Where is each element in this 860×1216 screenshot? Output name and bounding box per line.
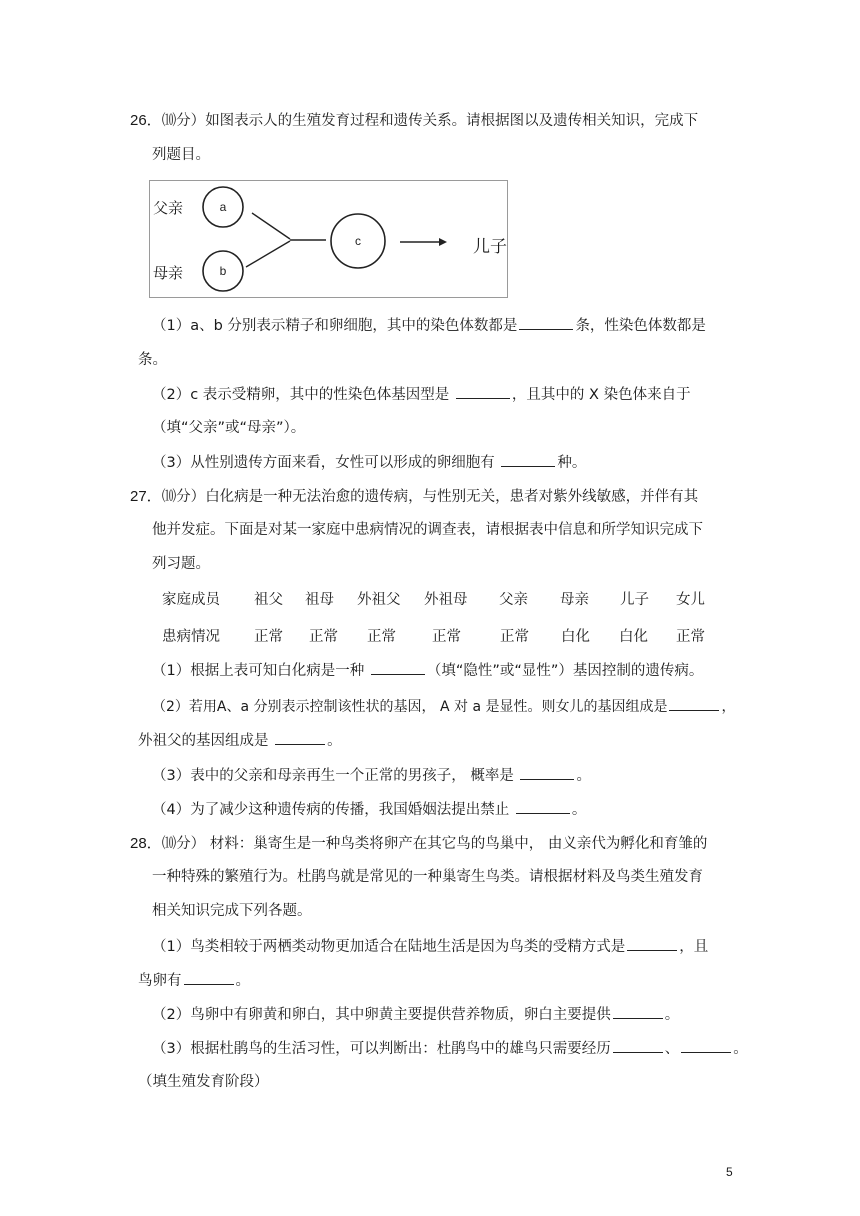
circle-b-label: b <box>219 264 227 278</box>
table-cell: 祖母 <box>305 592 334 608</box>
q28-stem-line1 <box>130 834 707 854</box>
table-cell: 父亲 <box>499 592 528 608</box>
q28-sub1-cont: 鸟卵有 。 <box>138 970 250 991</box>
q27-sub1: （1）根据上表可知白化病是一种 （填“隐性”或“显性”）基因控制的遗传病。 <box>152 660 703 681</box>
q28-sub2: （2）鸟卵中有卵黄和卵白，其中卵黄主要提供营养物质，卵白主要提供 。 <box>152 1004 679 1025</box>
table-cell: 外祖父 <box>357 592 401 608</box>
table-cell: 家庭成员 <box>162 592 220 608</box>
question-score: ⑽分） <box>161 836 206 852</box>
table-cell: 祖父 <box>254 592 283 608</box>
q28-sub1: （1）鸟类相较于两栖类动物更加适合在陆地生活是因为鸟类的受精方式是 ，且 <box>152 936 708 957</box>
answer-blank[interactable] <box>456 384 510 399</box>
answer-blank[interactable] <box>184 970 234 985</box>
q27-stem-line1 <box>130 487 698 507</box>
circle-c-label: c <box>355 234 361 248</box>
table-cell: 正常 <box>254 629 283 645</box>
survey-table-row <box>0 625 860 645</box>
q27-sub2-cont: 外祖父的基因组成是 。 <box>138 730 342 751</box>
table-cell: 正常 <box>432 629 461 645</box>
answer-blank[interactable] <box>613 1004 663 1019</box>
mother-label: 母亲 <box>153 264 184 282</box>
diagram-graphic <box>150 181 507 297</box>
q26-stem-line2: 列题目。 <box>152 147 210 163</box>
stem-text: 白化病是一种无法治愈的遗传病，与性别无关，患者对紫外线敏感，并伴有其 <box>205 489 699 505</box>
father-label: 父亲 <box>153 199 184 217</box>
table-cell: 白化 <box>619 629 648 645</box>
page-number: 5 <box>726 1165 733 1179</box>
q27-stem-line3: 列习题。 <box>152 556 210 572</box>
table-cell: 母亲 <box>560 592 589 608</box>
q26-sub1-cont: 条。 <box>138 352 167 368</box>
survey-table-header <box>0 588 860 608</box>
q26-sub2-cont: （填“父亲”或“母亲”）。 <box>152 420 306 436</box>
table-cell: 正常 <box>309 629 338 645</box>
q27-sub4: （4）为了减少这种遗传病的传播，我国婚姻法提出禁止 。 <box>152 799 586 820</box>
son-label: 儿子 <box>473 237 507 257</box>
question-score: ⑽分） <box>161 489 206 505</box>
stem-text: 材料：巢寄生是一种鸟类将卵产在其它鸟的鸟巢中， 由义亲代为孵化和育雏的 <box>209 836 708 852</box>
table-cell: 正常 <box>367 629 396 645</box>
q26-stem-line1 <box>130 111 698 131</box>
answer-blank[interactable] <box>275 730 325 745</box>
table-cell: 正常 <box>500 629 529 645</box>
table-cell: 正常 <box>676 629 705 645</box>
circle-a-label: a <box>219 200 227 214</box>
answer-blank[interactable] <box>371 660 425 675</box>
answer-blank[interactable] <box>627 936 677 951</box>
q28-stem-line3: 相关知识完成下列各题。 <box>152 903 312 919</box>
q26-sub3: （3）从性别遗传方面来看，女性可以形成的卵细胞有 种。 <box>152 452 586 473</box>
q27-sub3: （3）表中的父亲和母亲再生一个正常的男孩子， 概率是 。 <box>152 765 591 786</box>
q26-sub2: （2）c 表示受精卵，其中的性染色体基因型是 ，且其中的 X 染色体来自于 <box>152 384 691 405</box>
q28-stem-line2: 一种特殊的繁殖行为。杜鹃鸟就是常见的一种巢寄生鸟类。请根据材料及鸟类生殖发育 <box>152 869 703 885</box>
question-number: 27． <box>130 488 162 505</box>
table-cell: 患病情况 <box>162 629 220 645</box>
q27-stem-line2: 他并发症。下面是对某一家庭中患病情况的调查表，请根据表中信息和所学知识完成下 <box>152 522 703 538</box>
q28-sub3-cont: （填生殖发育阶段） <box>138 1074 269 1090</box>
answer-blank[interactable] <box>501 452 555 467</box>
answer-blank[interactable] <box>669 696 719 711</box>
answer-blank[interactable] <box>681 1038 731 1053</box>
q26-sub1: （1）a、b 分别表示精子和卵细胞，其中的染色体数都是 条，性染色体数都是 <box>152 315 706 336</box>
answer-blank[interactable] <box>520 765 574 780</box>
table-cell: 儿子 <box>620 592 649 608</box>
answer-blank[interactable] <box>516 799 570 814</box>
question-number: 26． <box>130 112 162 129</box>
question-score: ⑽分） <box>161 113 206 129</box>
question-number: 28． <box>130 835 162 852</box>
table-cell: 女儿 <box>676 592 705 608</box>
q28-sub3: （3）根据杜鹃鸟的生活习性，可以判断出：杜鹃鸟中的雄鸟只需要经历 、 。 <box>152 1038 748 1059</box>
answer-blank[interactable] <box>613 1038 663 1053</box>
q27-sub2: （2）若用A、a 分别表示控制该性状的基因， A 对 a 是显性。则女儿的基因组成是 ， <box>152 696 735 717</box>
table-cell: 白化 <box>561 629 590 645</box>
table-cell: 外祖母 <box>424 592 468 608</box>
stem-text: 如图表示人的生殖发育过程和遗传关系。请根据图以及遗传相关知识，完成下 <box>205 113 699 129</box>
reproduction-diagram <box>149 180 508 298</box>
answer-blank[interactable] <box>519 315 573 330</box>
